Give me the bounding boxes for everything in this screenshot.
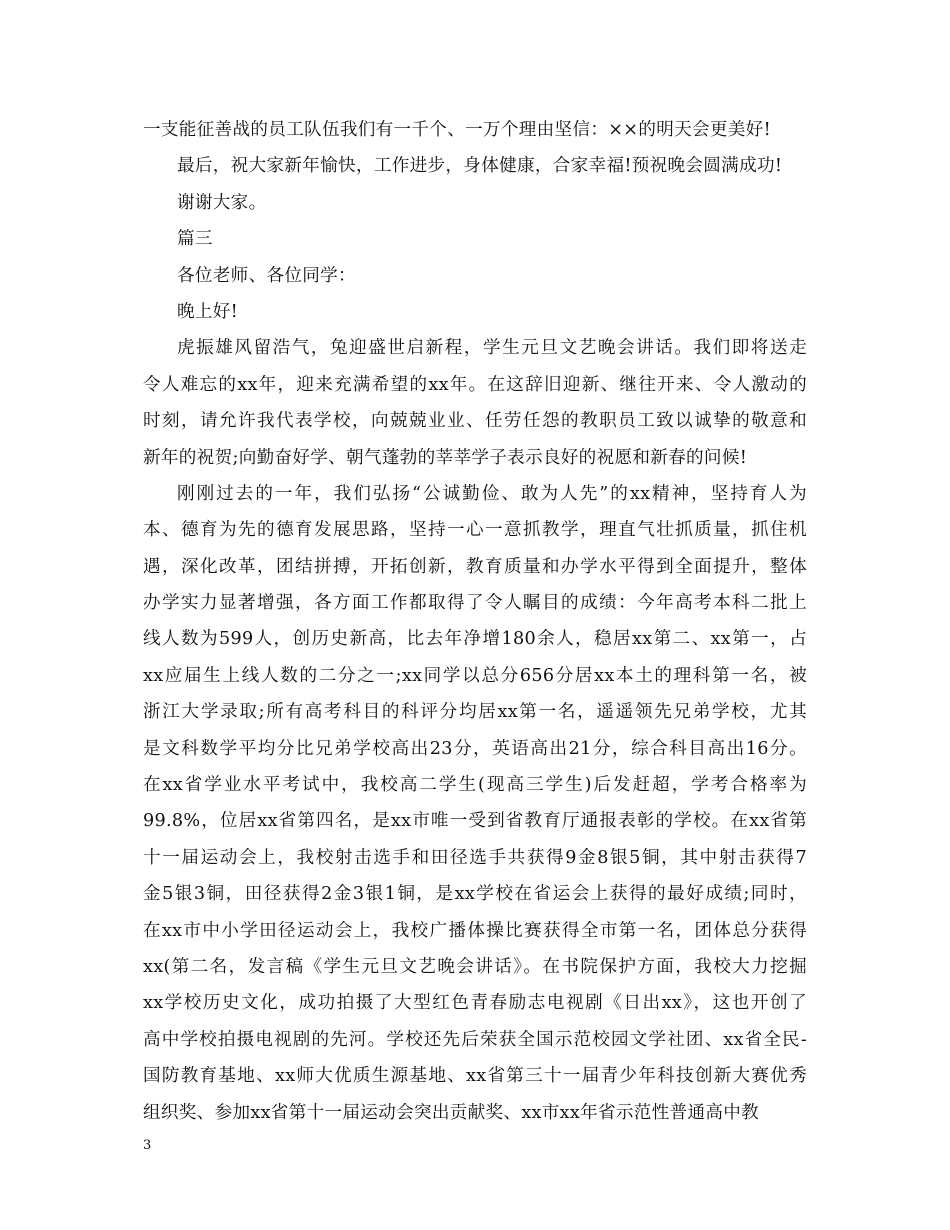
text-line: 在xx省学业水平考试中，我校高二学生(现高三学生)后发赶超，学考合格率为 <box>143 775 807 796</box>
text-line: xx应届生上线人数的二分之一;xx同学以总分656分居xx本土的理科第一名，被 <box>143 665 807 686</box>
text-line: 99.8%，位居xx省第四名，是xx市唯一受到省教育厅通报表彰的学校。在xx省第 <box>143 811 807 832</box>
text-line: 是文科数学平均分比兄弟学校高出23分，英语高出21分，综合科目高出16分。 <box>143 738 807 759</box>
paragraph <box>143 185 807 221</box>
text-line: 最后，祝大家新年愉快，工作进步，身体健康，合家幸福!预祝晚会圆满成功! <box>177 156 783 177</box>
paragraph <box>143 330 807 476</box>
paragraph <box>143 112 807 148</box>
text-line: 浙江大学录取;所有高考科目的科评分均居xx第一名，遥遥领先兄弟学校，尤其 <box>143 702 807 723</box>
text-line: 各位老师、各位同学： <box>177 265 356 286</box>
paragraph <box>143 476 807 1131</box>
paragraph <box>143 221 807 257</box>
text-line: 组织奖、参加xx省第十一届运动会突出贡献奖、xx市xx年省示范性普通高中教 <box>143 1102 760 1123</box>
paragraph <box>143 294 807 330</box>
text-line: xx学校历史文化，成功拍摄了大型红色青春励志电视剧《日出xx》，这也开创了 <box>143 993 807 1014</box>
text-line: 虎振雄风留浩气，兔迎盛世启新程，学生元旦文艺晚会讲话。我们即将送走 <box>177 338 807 359</box>
text-line: 国防教育基地、xx师大优质生源基地、xx省第三十一届青少年科技创新大赛优秀 <box>143 1066 807 1087</box>
text-line: 时刻，请允许我代表学校，向兢兢业业、任劳任怨的教职员工致以诚挚的敬意和 <box>143 411 807 432</box>
text-line: 金5银3铜，田径获得2金3银1铜，是xx学校在省运会上获得的最好成绩;同时， <box>143 884 807 905</box>
text-line: 晚上好! <box>177 301 239 322</box>
text-line: 令人难忘的xx年，迎来充满希望的xx年。在这辞旧迎新、继往开来、令人激动的 <box>143 374 807 395</box>
text-line: 高中学校拍摄电视剧的先河。学校还先后荣获全国示范校园文学社团、xx省全民- <box>143 1029 807 1050</box>
paragraph <box>143 148 807 184</box>
paragraph <box>143 258 807 294</box>
text-line: 新年的祝贺;向勤奋好学、朝气蓬勃的莘莘学子表示良好的祝愿和新春的问候! <box>143 447 748 468</box>
text-line: xx(第二名，发言稿《学生元旦文艺晚会讲话》。在书院保护方面，我校大力挖掘 <box>143 956 807 977</box>
text-line: 线人数为599人，创历史新高，比去年净增180余人，稳居xx第二、xx第一，占 <box>143 629 807 650</box>
text-line: 本、德育为先的德育发展思路，坚持一心一意抓教学，理直气壮抓质量，抓住机 <box>143 520 807 541</box>
text-line: 一支能征善战的员工队伍我们有一千个、一万个理由坚信：××的明天会更美好! <box>143 120 771 140</box>
page-number: 3 <box>143 1138 152 1153</box>
text-line: 办学实力显著增强，各方面工作都取得了令人瞩目的成绩：今年高考本科二批上 <box>143 593 807 614</box>
text-line: 刚刚过去的一年，我们弘扬“公诚勤俭、敢为人先”的xx精神，坚持育人为 <box>177 483 807 504</box>
text-line: 遇，深化改革，团结拼搏，开拓创新，教育质量和办学水平得到全面提升，整体 <box>143 556 807 577</box>
text-line: 在xx市中小学田径运动会上，我校广播体操比赛获得全市第一名，团体总分获得 <box>143 920 807 941</box>
text-line: 十一届运动会上，我校射击选手和田径选手共获得9金8银5铜，其中射击获得7 <box>143 847 807 868</box>
text-line: 谢谢大家。 <box>177 192 267 213</box>
document-body <box>143 112 807 1131</box>
text-line: 篇三 <box>177 229 213 250</box>
